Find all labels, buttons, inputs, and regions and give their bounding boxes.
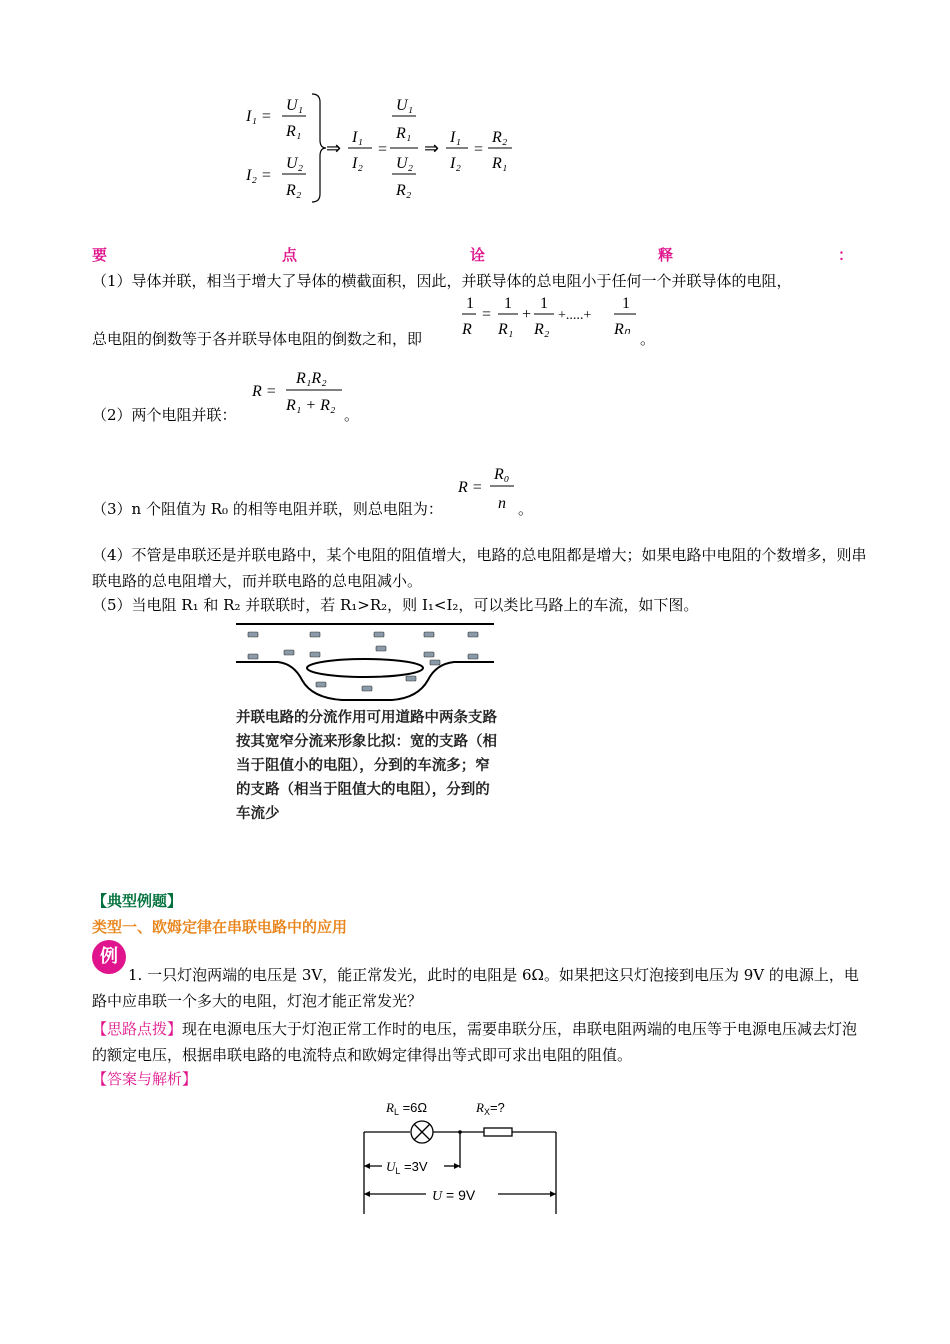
brace [312, 94, 326, 202]
section-title: 【典型例题】 [92, 892, 183, 910]
answer-label: 【答案与解析】 [92, 1070, 198, 1088]
f-one: 1 [466, 295, 474, 312]
f2-lhs: R = [252, 383, 277, 400]
mid-num-den: R₁ [396, 125, 412, 142]
f-R: R [462, 321, 472, 338]
i2-den: R₂ [286, 182, 302, 199]
i1-eq: I₁ = [246, 108, 272, 125]
f-eq: = [482, 306, 492, 323]
i1-den: R₁ [286, 123, 302, 140]
u-value: = 9V [442, 1187, 476, 1203]
f-Rn: Rₙ [614, 321, 631, 338]
rx-label: R [476, 1100, 484, 1115]
ratio2-den: I₂ [450, 155, 461, 172]
question-1 [92, 962, 872, 1014]
svg-text:RX=? [475, 1100, 505, 1117]
equals-2: = [474, 141, 484, 158]
point-1-line-2: 总电阻的倒数等于各并联导体电阻的倒数之和，即 [92, 330, 423, 348]
f-plus: + [522, 306, 532, 323]
i2-num: U₂ [286, 155, 304, 172]
point-1-end: 。 [640, 330, 656, 348]
rl-value: =6Ω [398, 1100, 428, 1115]
reciprocal-sum-formula [456, 290, 656, 346]
f-R2: R₂ [534, 321, 550, 338]
road-illustration [232, 620, 496, 702]
f3-lhs: R = [458, 479, 483, 496]
f2-den: R₁ + R₂ [286, 397, 336, 414]
example-badge: 例 [92, 940, 126, 974]
arrow-2: ⇒ [424, 138, 440, 158]
ratio2-num: I₁ [450, 129, 461, 146]
hint-block [92, 1016, 872, 1068]
point-3-end: 。 [518, 500, 534, 518]
final-num: R₂ [492, 129, 508, 146]
svg-text:U = 9V [432, 1187, 476, 1204]
f-R1: R₁ [498, 321, 514, 338]
f3-num: R₀ [494, 466, 510, 483]
ul-sub: L [395, 1166, 401, 1176]
heading-char: ： [838, 246, 854, 264]
ul-value: =3V [400, 1159, 428, 1174]
f3-den: n [498, 495, 506, 512]
f-dots: +.....+ [558, 308, 592, 323]
i1-num: U₁ [286, 97, 304, 114]
point-2-text: （2）两个电阻并联： [92, 406, 237, 424]
resistor-symbol [484, 1128, 512, 1136]
ratio-num: I₁ [352, 129, 363, 146]
rx-sub: X [483, 1107, 490, 1117]
point-5-text: （5）当电阻 R₁ 和 R₂ 并联联时，若 R₁>R₂，则 I₁<I₂，可以类比马路上的车流，如下图。 [92, 596, 699, 614]
ul-label: U [386, 1159, 396, 1174]
rx-value: =? [489, 1100, 505, 1115]
i2-eq: I₂ = [246, 167, 272, 184]
point-2-end: 。 [344, 406, 360, 424]
series-circuit-diagram [356, 1092, 580, 1214]
heading-char: 诠 [470, 246, 486, 264]
hint-label: 【思路点拨】 [92, 1020, 183, 1038]
arrow-1: ⇒ [326, 138, 342, 158]
mid-den-num: U₂ [396, 155, 414, 172]
point-3-text: （3）n 个阻值为 R₀ 的相等电阻并联，则总电阻为： [92, 500, 443, 518]
point-4-text: （4）不管是串联还是并联电路中，某个电阻的阻值增大，电路的总电阻都是增大；如果电路中电阻的个数增多，则串联电路的总电阻增大，而并联电路的总电阻减小。 [92, 546, 867, 590]
point-1-line-1: （1）导体并联，相当于增大了导体的横截面积，因此，并联导体的总电阻小于任何一个并联导体的电阻， [92, 272, 792, 290]
svg-text:UL =3V [386, 1159, 428, 1176]
mid-num-num: U₁ [396, 97, 414, 114]
hint-text: 现在电源电压大于灯泡正常工作时的电压，需要串联分压，串联电阻两端的电压等于电源电压减去灯泡的额定电压，根据串联电路的电流特点和欧姆定律得出等式即可求出电阻的阻值。 [92, 1020, 858, 1064]
rl-label: R [386, 1100, 394, 1115]
heading-char: 要 [92, 246, 108, 264]
question-1-text: 1. 一只灯泡两端的电压是 3V，能正常发光，此时的电阻是 6Ω。如果把这只灯泡接到电压为 9V 的电源上，电路中应串联一个多大的电阻，灯泡才能正常发光？ [92, 966, 859, 1010]
type1-title: 类型一、欧姆定律在串联电路中的应用 [92, 918, 348, 936]
heading-char: 释 [658, 246, 674, 264]
f-one: 1 [540, 295, 548, 312]
parallel-current-derivation [240, 88, 540, 208]
mid-den-den: R₂ [396, 182, 412, 199]
f-one: 1 [622, 295, 630, 312]
ratio-den: I₂ [352, 155, 363, 172]
f2-num: R₁R₂ [296, 370, 327, 387]
u-label: U [432, 1189, 443, 1204]
svg-text:RL =6Ω [385, 1100, 427, 1117]
road-caption: 并联电路的分流作用可用道路中两条支路按其宽窄分流来形象比拟：宽的支路（相当于阻值小的电阻），分到的车流多；窄的支路（相当于阻值大的电阻），分到的车流少 [236, 710, 497, 822]
equals-1: = [378, 141, 388, 158]
rl-sub: L [393, 1107, 399, 1117]
f-one: 1 [504, 295, 512, 312]
final-den: R₁ [492, 155, 508, 172]
heading-char: 点 [282, 246, 298, 264]
road-analogy-figure [232, 620, 497, 822]
